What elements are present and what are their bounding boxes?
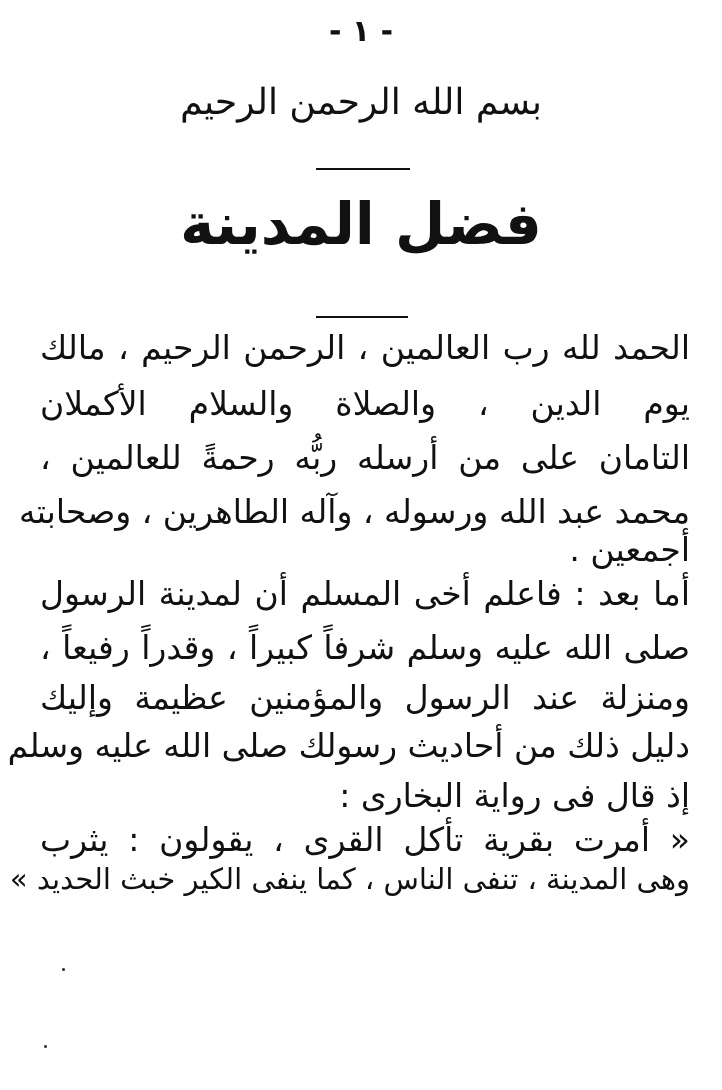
text-line: وهى المدينة ، تنفى الناس ، كما ينفى الكير خبث الحديد » [9,862,690,896]
chapter-title: فضل المدينة [180,190,542,258]
text-line: دليل ذلك من أحاديث رسولك صلى الله عليه وسلم [7,726,690,765]
text-line: التامان على من أرسله ربُّه رحمةً للعالمين ، [40,438,690,477]
text-line: محمد عبد الله ورسوله ، وآله الطاهرين ، وصحابته [19,492,690,531]
text-line: الحمد لله رب العالمين ، الرحمن الرحيم ، مالك [40,328,690,367]
text-line: صلى الله عليه وسلم شرفاً كبيراً ، وقدراً رفيعاً ، [40,628,690,667]
text-line: أما بعد : فاعلم أخى المسلم أن لمدينة الرسول [40,574,690,613]
text-line: أجمعين . [569,530,690,569]
text-line: إذ قال فى رواية البخارى : [339,776,690,815]
text-line: « أمرت بقرية تأكل القرى ، يقولون : يثرب [40,820,690,859]
text-line: يوم الدين ، والصلاة والسلام الأكملان [40,384,690,423]
scan-speck [44,1045,47,1048]
scan-speck [62,968,65,971]
body-text [7,0,690,1090]
page-number: - ١ - [328,14,394,49]
text-line: ومنزلة عند الرسول والمؤمنين عظيمة وإليك [40,678,690,717]
basmala-heading: بسم الله الرحمن الرحيم [180,82,542,123]
